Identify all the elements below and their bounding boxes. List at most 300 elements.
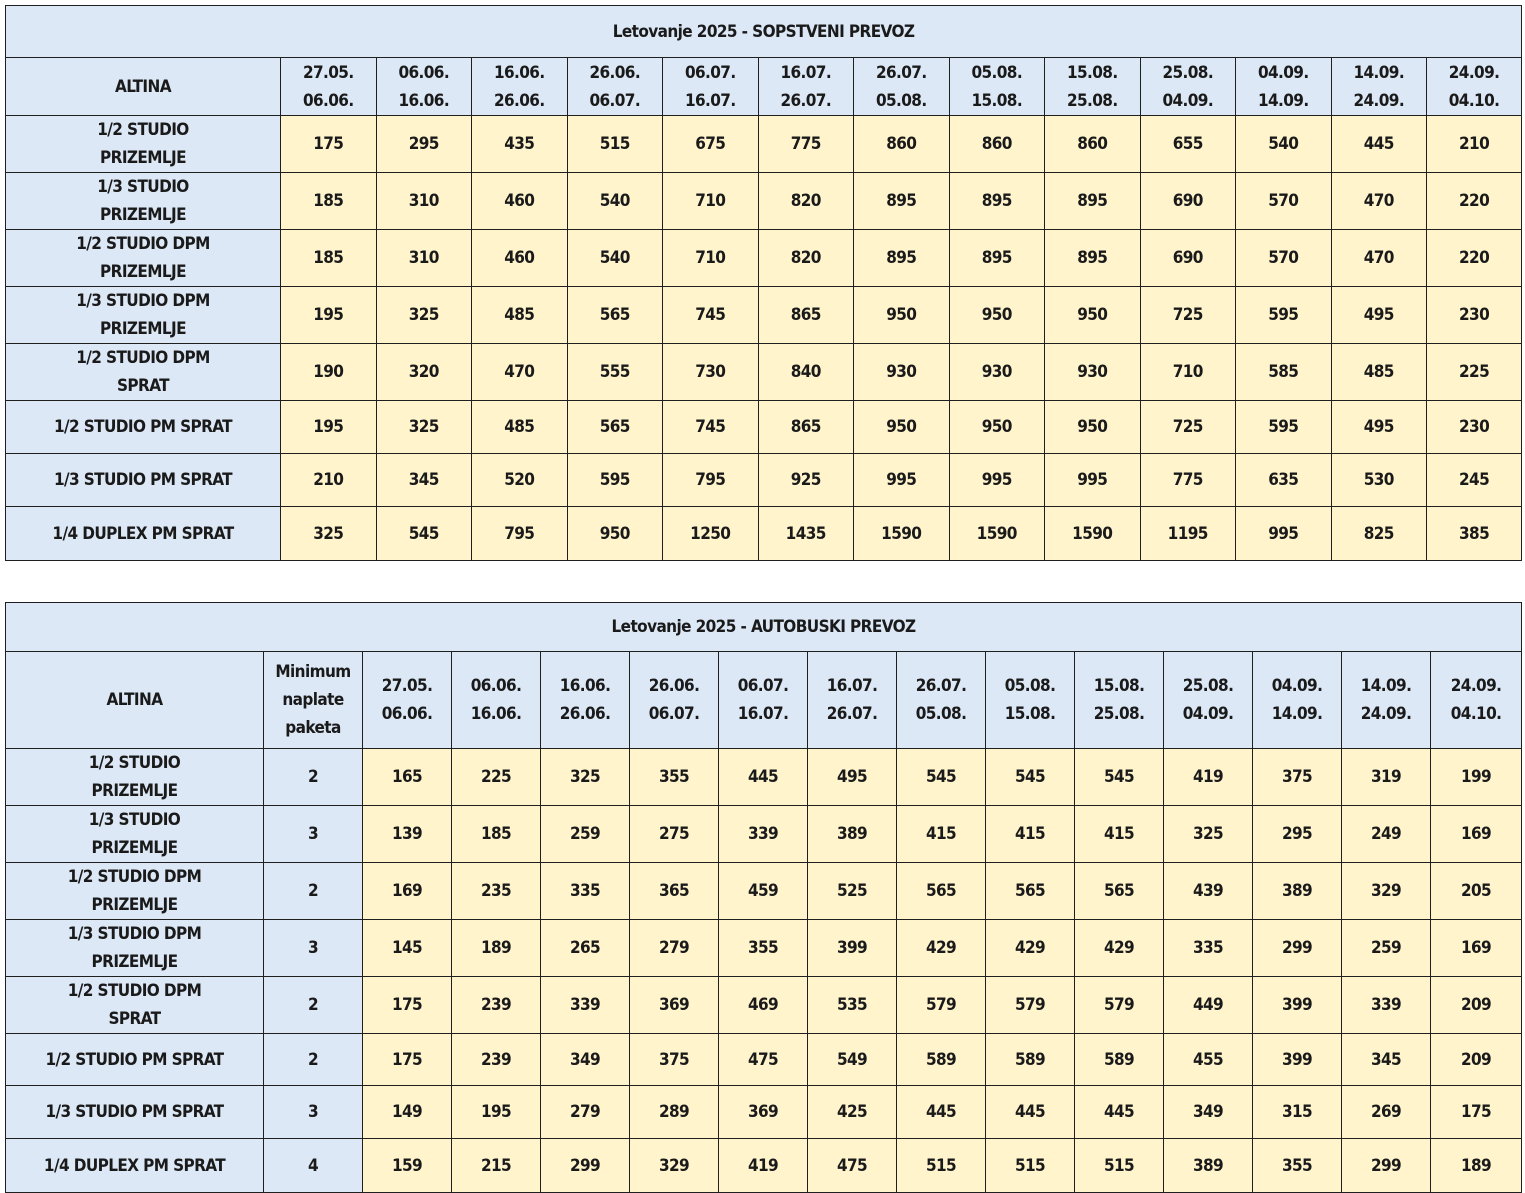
price-cell: 1250 <box>663 507 759 561</box>
price-cell: 265 <box>541 920 630 977</box>
price-cell: 445 <box>897 1086 986 1139</box>
min-header-line: Minimum <box>275 662 351 682</box>
price-cell: 159 <box>363 1139 452 1193</box>
period-start-date: 26.06. <box>589 62 641 83</box>
minimum-payment-cell: 4 <box>264 1139 363 1193</box>
price-cell: 460 <box>472 173 568 230</box>
room-type-line: 1/3 STUDIO PM SPRAT <box>45 1102 224 1122</box>
period-end-date: 15.08. <box>971 90 1023 111</box>
price-cell: 675 <box>663 116 759 173</box>
period-start-date: 05.08. <box>1004 676 1056 696</box>
period-end-date: 06.07. <box>648 704 700 724</box>
price-cell: 239 <box>452 1034 541 1086</box>
period-start-date: 24.09. <box>1450 676 1502 696</box>
price-cell: 235 <box>452 863 541 920</box>
room-type-line: SPRAT <box>117 376 169 396</box>
room-type-cell <box>6 173 281 230</box>
price-cell: 419 <box>1164 749 1253 806</box>
price-cell: 185 <box>281 173 377 230</box>
price-cell: 425 <box>808 1086 897 1139</box>
price-cell: 469 <box>719 977 808 1034</box>
table-title: Letovanje 2025 - SOPSTVENI PREVOZ <box>6 6 1522 58</box>
price-cell: 865 <box>758 401 854 454</box>
period-end-date: 14.09. <box>1257 90 1309 111</box>
price-cell: 655 <box>1140 116 1236 173</box>
price-cell: 435 <box>472 116 568 173</box>
price-cell: 860 <box>1045 116 1141 173</box>
period-end-date: 26.06. <box>559 704 611 724</box>
room-type-line: PRIZEMLJE <box>100 319 186 339</box>
period-header <box>1236 58 1332 116</box>
price-cell: 355 <box>630 749 719 806</box>
price-cell: 1590 <box>854 507 950 561</box>
price-cell: 540 <box>1236 116 1332 173</box>
price-cell: 369 <box>630 977 719 1034</box>
period-end-date: 04.10. <box>1450 704 1502 724</box>
price-cell: 295 <box>1253 806 1342 863</box>
period-end-date: 04.09. <box>1162 90 1214 111</box>
period-header <box>949 58 1045 116</box>
price-cell: 205 <box>1431 863 1522 920</box>
table-row <box>6 344 1522 401</box>
price-cell: 545 <box>897 749 986 806</box>
period-end-date: 24.09. <box>1353 90 1405 111</box>
period-start-date: 25.08. <box>1162 62 1214 83</box>
price-cell: 775 <box>758 116 854 173</box>
period-header <box>1140 58 1236 116</box>
price-cell: 520 <box>472 454 568 507</box>
price-cell: 895 <box>949 173 1045 230</box>
price-cell: 950 <box>949 287 1045 344</box>
price-cell: 399 <box>1253 977 1342 1034</box>
price-cell: 725 <box>1140 401 1236 454</box>
table-row <box>6 173 1522 230</box>
price-cell: 730 <box>663 344 759 401</box>
price-cell: 565 <box>1075 863 1164 920</box>
price-cell: 485 <box>472 401 568 454</box>
period-start-date: 26.07. <box>915 676 967 696</box>
period-end-date: 04.09. <box>1182 704 1234 724</box>
price-cell: 220 <box>1427 173 1522 230</box>
price-cell: 745 <box>663 401 759 454</box>
price-cell: 710 <box>663 230 759 287</box>
price-cell: 865 <box>758 287 854 344</box>
period-end-date: 04.10. <box>1448 90 1500 111</box>
room-type-line: 1/2 STUDIO <box>88 753 181 773</box>
price-cell: 169 <box>1431 920 1522 977</box>
price-cell: 579 <box>1075 977 1164 1034</box>
room-type-line: PRIZEMLJE <box>91 895 178 915</box>
price-cell: 325 <box>541 749 630 806</box>
price-cell: 595 <box>1236 401 1332 454</box>
period-start-date: 14.09. <box>1353 62 1405 83</box>
room-type-cell <box>6 863 264 920</box>
price-cell: 185 <box>281 230 377 287</box>
table-row <box>6 230 1522 287</box>
table-row <box>6 401 1522 454</box>
price-cell: 345 <box>376 454 472 507</box>
room-type-cell <box>6 287 281 344</box>
price-cell: 470 <box>1331 173 1427 230</box>
price-cell: 930 <box>854 344 950 401</box>
price-cell: 820 <box>758 230 854 287</box>
period-end-date: 06.06. <box>381 704 433 724</box>
period-end-date: 25.08. <box>1093 704 1145 724</box>
price-cell: 220 <box>1427 230 1522 287</box>
room-type-cell <box>6 1139 264 1193</box>
period-end-date: 26.07. <box>780 90 832 111</box>
price-cell: 515 <box>897 1139 986 1193</box>
period-header <box>854 58 950 116</box>
room-type-line: 1/2 STUDIO DPM <box>67 867 202 887</box>
period-end-date: 15.08. <box>1004 704 1056 724</box>
price-cell: 389 <box>1164 1139 1253 1193</box>
price-cell: 445 <box>1331 116 1427 173</box>
price-cell: 325 <box>376 401 472 454</box>
period-end-date: 16.07. <box>737 704 789 724</box>
price-cell: 565 <box>567 401 663 454</box>
price-cell: 515 <box>986 1139 1075 1193</box>
price-cell: 495 <box>1331 287 1427 344</box>
room-type-line: PRIZEMLJE <box>91 781 178 801</box>
price-cell: 579 <box>897 977 986 1034</box>
period-header <box>376 58 472 116</box>
price-cell: 310 <box>376 230 472 287</box>
price-cell: 595 <box>1236 287 1332 344</box>
price-table-own-transport <box>5 5 1522 561</box>
price-cell: 535 <box>808 977 897 1034</box>
price-cell: 565 <box>986 863 1075 920</box>
minimum-payment-cell: 3 <box>264 920 363 977</box>
price-cell: 570 <box>1236 230 1332 287</box>
price-cell: 995 <box>1236 507 1332 561</box>
price-cell: 165 <box>363 749 452 806</box>
price-cell: 310 <box>376 173 472 230</box>
period-start-date: 27.05. <box>302 62 354 83</box>
price-cell: 335 <box>1164 920 1253 977</box>
period-header <box>663 58 759 116</box>
price-cell: 289 <box>630 1086 719 1139</box>
table-row <box>6 1034 1522 1086</box>
price-cell: 995 <box>854 454 950 507</box>
price-cell: 259 <box>541 806 630 863</box>
room-type-line: SPRAT <box>108 1009 161 1029</box>
price-cell: 275 <box>630 806 719 863</box>
room-type-cell <box>6 749 264 806</box>
period-end-date: 26.07. <box>826 704 878 724</box>
price-cell: 349 <box>541 1034 630 1086</box>
price-cell: 895 <box>1045 173 1141 230</box>
price-cell: 175 <box>363 1034 452 1086</box>
price-cell: 950 <box>1045 401 1141 454</box>
price-cell: 460 <box>472 230 568 287</box>
table-row <box>6 116 1522 173</box>
price-cell: 549 <box>808 1034 897 1086</box>
price-cell: 515 <box>1075 1139 1164 1193</box>
price-cell: 930 <box>1045 344 1141 401</box>
price-cell: 579 <box>986 977 1075 1034</box>
period-start-date: 16.07. <box>780 62 832 83</box>
price-cell: 389 <box>808 806 897 863</box>
table-row <box>6 1139 1522 1193</box>
price-cell: 825 <box>1331 507 1427 561</box>
price-cell: 325 <box>376 287 472 344</box>
period-header <box>281 58 377 116</box>
price-cell: 860 <box>949 116 1045 173</box>
price-cell: 455 <box>1164 1034 1253 1086</box>
price-cell: 185 <box>452 806 541 863</box>
room-type-cell <box>6 1034 264 1086</box>
price-cell: 355 <box>719 920 808 977</box>
min-header-line: naplate <box>282 690 344 710</box>
table-row <box>6 863 1522 920</box>
price-cell: 199 <box>1431 749 1522 806</box>
price-cell: 259 <box>1342 920 1431 977</box>
room-type-line: PRIZEMLJE <box>100 148 186 168</box>
price-cell: 485 <box>1331 344 1427 401</box>
price-cell: 329 <box>1342 863 1431 920</box>
price-cell: 495 <box>1331 401 1427 454</box>
period-header <box>630 652 719 749</box>
price-cell: 1435 <box>758 507 854 561</box>
column-header-minimum-payment <box>264 652 363 749</box>
price-cell: 190 <box>281 344 377 401</box>
price-cell: 485 <box>472 287 568 344</box>
period-start-date: 27.05. <box>381 676 433 696</box>
price-cell: 795 <box>663 454 759 507</box>
price-cell: 399 <box>808 920 897 977</box>
period-end-date: 14.09. <box>1271 704 1323 724</box>
price-cell: 495 <box>808 749 897 806</box>
price-cell: 325 <box>281 507 377 561</box>
period-header <box>808 652 897 749</box>
period-header <box>986 652 1075 749</box>
room-type-line: 1/3 STUDIO PM SPRAT <box>53 470 233 490</box>
price-cell: 589 <box>897 1034 986 1086</box>
price-cell: 445 <box>986 1086 1075 1139</box>
price-cell: 325 <box>1164 806 1253 863</box>
price-cell: 189 <box>452 920 541 977</box>
room-type-line: 1/2 STUDIO DPM <box>76 234 210 254</box>
period-end-date: 25.08. <box>1066 90 1118 111</box>
price-cell: 1590 <box>1045 507 1141 561</box>
price-cell: 445 <box>719 749 808 806</box>
price-cell: 355 <box>1253 1139 1342 1193</box>
price-cell: 415 <box>1075 806 1164 863</box>
table-row <box>6 749 1522 806</box>
table-row <box>6 920 1522 977</box>
room-type-line: PRIZEMLJE <box>100 262 186 282</box>
room-type-line: PRIZEMLJE <box>100 205 186 225</box>
price-cell: 595 <box>567 454 663 507</box>
min-header-line: paketa <box>285 718 341 738</box>
price-cell: 345 <box>1342 1034 1431 1086</box>
price-cell: 925 <box>758 454 854 507</box>
price-cell: 950 <box>854 287 950 344</box>
price-cell: 195 <box>281 401 377 454</box>
price-cell: 225 <box>1427 344 1522 401</box>
period-start-date: 04.09. <box>1271 676 1323 696</box>
price-cell: 385 <box>1427 507 1522 561</box>
price-cell: 555 <box>567 344 663 401</box>
period-start-date: 15.08. <box>1066 62 1118 83</box>
price-cell: 775 <box>1140 454 1236 507</box>
price-cell: 795 <box>472 507 568 561</box>
price-cell: 589 <box>1075 1034 1164 1086</box>
price-cell: 365 <box>630 863 719 920</box>
price-cell: 540 <box>567 230 663 287</box>
period-end-date: 16.07. <box>684 90 736 111</box>
period-start-date: 06.06. <box>470 676 522 696</box>
period-start-date: 24.09. <box>1448 62 1500 83</box>
price-cell: 335 <box>541 863 630 920</box>
room-type-cell <box>6 344 281 401</box>
price-cell: 375 <box>1253 749 1342 806</box>
room-type-cell <box>6 116 281 173</box>
price-cell: 565 <box>897 863 986 920</box>
price-cell: 895 <box>854 230 950 287</box>
price-cell: 195 <box>281 287 377 344</box>
table-row <box>6 806 1522 863</box>
room-type-line: 1/4 DUPLEX PM SPRAT <box>52 523 234 544</box>
table-title: Letovanje 2025 - AUTOBUSKI PREVOZ <box>6 603 1522 652</box>
price-cell: 339 <box>719 806 808 863</box>
table-row <box>6 454 1522 507</box>
price-cell: 210 <box>281 454 377 507</box>
price-cell: 429 <box>986 920 1075 977</box>
period-end-date: 26.06. <box>493 90 545 111</box>
price-cell: 589 <box>986 1034 1075 1086</box>
room-type-line: 1/3 STUDIO <box>88 810 181 830</box>
price-cell: 445 <box>1075 1086 1164 1139</box>
price-cell: 470 <box>472 344 568 401</box>
price-cell: 230 <box>1427 287 1522 344</box>
room-type-cell <box>6 1086 264 1139</box>
price-cell: 195 <box>452 1086 541 1139</box>
period-start-date: 26.06. <box>648 676 700 696</box>
period-end-date: 05.08. <box>915 704 967 724</box>
price-cell: 389 <box>1253 863 1342 920</box>
price-cell: 710 <box>663 173 759 230</box>
period-header <box>472 58 568 116</box>
price-cell: 745 <box>663 287 759 344</box>
price-cell: 369 <box>719 1086 808 1139</box>
minimum-payment-cell: 2 <box>264 749 363 806</box>
price-cell: 169 <box>363 863 452 920</box>
period-start-date: 16.06. <box>493 62 545 83</box>
price-cell: 1590 <box>949 507 1045 561</box>
price-cell: 545 <box>1075 749 1164 806</box>
price-cell: 449 <box>1164 977 1253 1034</box>
price-cell: 329 <box>630 1139 719 1193</box>
price-cell: 635 <box>1236 454 1332 507</box>
price-cell: 339 <box>541 977 630 1034</box>
period-start-date: 26.07. <box>875 62 927 83</box>
price-cell: 429 <box>897 920 986 977</box>
room-type-line: 1/2 STUDIO <box>97 120 189 140</box>
price-cell: 249 <box>1342 806 1431 863</box>
price-cell: 189 <box>1431 1139 1522 1193</box>
price-cell: 295 <box>376 116 472 173</box>
period-end-date: 06.06. <box>302 90 354 111</box>
price-cell: 320 <box>376 344 472 401</box>
price-cell: 545 <box>376 507 472 561</box>
room-type-line: 1/3 STUDIO <box>97 177 189 197</box>
price-cell: 1195 <box>1140 507 1236 561</box>
room-type-line: 1/3 STUDIO DPM <box>76 291 210 311</box>
price-cell: 540 <box>567 173 663 230</box>
price-cell: 245 <box>1427 454 1522 507</box>
price-cell: 315 <box>1253 1086 1342 1139</box>
price-cell: 299 <box>541 1139 630 1193</box>
price-cell: 299 <box>1253 920 1342 977</box>
period-header <box>1075 652 1164 749</box>
table-row <box>6 1086 1522 1139</box>
price-cell: 139 <box>363 806 452 863</box>
price-table-bus-transport <box>5 602 1522 1193</box>
price-cell: 470 <box>1331 230 1427 287</box>
period-end-date: 24.09. <box>1360 704 1412 724</box>
price-cell: 175 <box>363 977 452 1034</box>
period-header <box>1045 58 1141 116</box>
price-cell: 209 <box>1431 977 1522 1034</box>
price-cell: 995 <box>1045 454 1141 507</box>
price-cell: 239 <box>452 977 541 1034</box>
period-header <box>567 58 663 116</box>
price-cell: 419 <box>719 1139 808 1193</box>
room-type-cell <box>6 401 281 454</box>
minimum-payment-cell: 2 <box>264 863 363 920</box>
price-cell: 175 <box>281 116 377 173</box>
price-cell: 950 <box>1045 287 1141 344</box>
price-cell: 565 <box>567 287 663 344</box>
period-header <box>719 652 808 749</box>
price-cell: 349 <box>1164 1086 1253 1139</box>
period-start-date: 06.07. <box>737 676 789 696</box>
price-cell: 475 <box>808 1139 897 1193</box>
price-cell: 895 <box>949 230 1045 287</box>
price-cell: 950 <box>567 507 663 561</box>
minimum-payment-cell: 3 <box>264 806 363 863</box>
room-type-line: PRIZEMLJE <box>91 952 178 972</box>
price-cell: 145 <box>363 920 452 977</box>
room-type-line: 1/2 STUDIO PM SPRAT <box>45 1049 224 1070</box>
period-header <box>541 652 630 749</box>
price-cell: 515 <box>567 116 663 173</box>
period-end-date: 06.07. <box>589 90 641 111</box>
price-cell: 840 <box>758 344 854 401</box>
price-cell: 279 <box>541 1086 630 1139</box>
price-cell: 690 <box>1140 230 1236 287</box>
room-type-cell <box>6 806 264 863</box>
price-cell: 210 <box>1427 116 1522 173</box>
price-cell: 950 <box>854 401 950 454</box>
minimum-payment-cell: 3 <box>264 1086 363 1139</box>
period-header <box>1427 58 1522 116</box>
price-cell: 269 <box>1342 1086 1431 1139</box>
price-cell: 860 <box>854 116 950 173</box>
price-cell: 415 <box>986 806 1075 863</box>
price-cell: 415 <box>897 806 986 863</box>
price-cell: 710 <box>1140 344 1236 401</box>
price-cell: 895 <box>854 173 950 230</box>
period-end-date: 16.06. <box>470 704 522 724</box>
room-type-cell <box>6 454 281 507</box>
period-start-date: 05.08. <box>971 62 1023 83</box>
room-type-line: 1/2 STUDIO DPM <box>67 981 202 1001</box>
period-start-date: 14.09. <box>1360 676 1412 696</box>
room-type-line: PRIZEMLJE <box>91 838 178 858</box>
